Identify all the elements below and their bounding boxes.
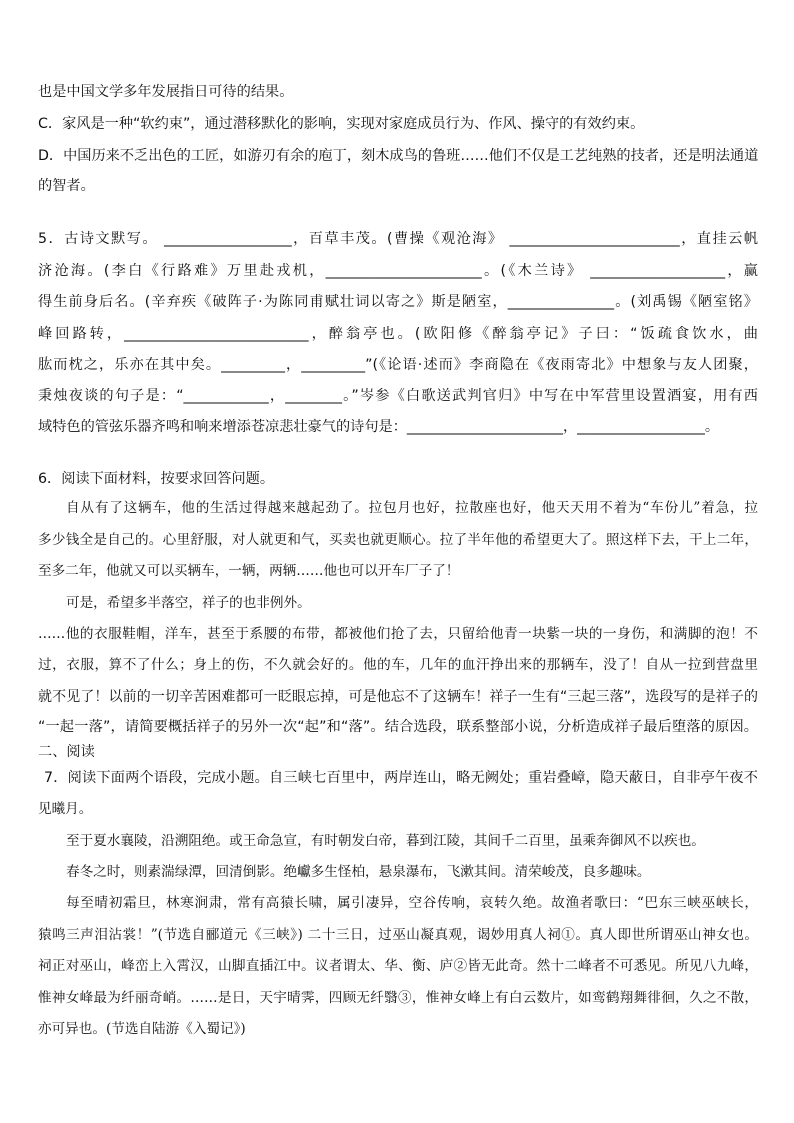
passage-line: 猿鸣三声泪沾裳！”(节选自郦道元《三峡》) 二十三日，过巫山凝真观，谒妙用真人祠①。真人即世所谓巫山神女也。 xyxy=(38,927,758,943)
option-c: C．家风是一种“软约束”，通过潜移默化的影响，实现对家庭成员行为、作风、操守的有效约束。 xyxy=(38,116,645,132)
passage-line: ……他的衣服鞋帽，洋车，甚至于系腰的布带，都被他们抢了去，只留给他青一块紫一块的一身伤，和满脚的泡！不 xyxy=(38,626,758,642)
paragraph-line: 的智者。 xyxy=(38,178,95,194)
question-5-line: 肱而枕之，乐亦在其中矣。_________，_________”(《论语·述而》李商隐在《夜雨寄北》中想象与友人团聚， xyxy=(38,357,758,373)
passage-line: 惟神女峰最为纤丽奇峭。……是日，天宇晴霁，四顾无纤翳③，惟神女峰上有白云数片，如鸾鹤翔舞徘徊，久之不散， xyxy=(38,990,758,1006)
passage-line: 亦可异也。(节选自陆游《入蜀记》) xyxy=(38,1021,246,1037)
passage-line: 春冬之时，则素湍绿潭，回清倒影。绝巘多生怪柏，悬泉瀑布，飞漱其间。清荣峻茂，良多趣味。 xyxy=(66,864,651,880)
passage-line: 祠正对巫山，峰峦上入霄汉，山脚直插江中。议者谓太、华、衡、庐②皆无此奇。然十二峰者不可悉见。所见八九峰， xyxy=(38,958,758,974)
passage-line: 就不见了！以前的一切辛苦困难都可一眨眼忘掉，可是他忘不了这辆车！祥子一生有“三起三落”，选段写的是祥子的 xyxy=(38,689,758,705)
passage-line: 至多二年，他就又可以买辆车，一辆，两辆……他也可以开车厂子了！ xyxy=(38,563,460,579)
question-5-line: 域特色的管弦乐器齐鸣和响来增添苍凉悲壮豪气的诗句是：______________________，__________________。 xyxy=(38,419,720,435)
question-7-title: 7．阅读下面两个语段，完成小题。自三峡七百里中，两岸连山，略无阙处；重岩叠嶂，隐天蔽日，自非亭午夜不 xyxy=(44,770,758,786)
passage-line: 见曦月。 xyxy=(38,801,93,817)
section-heading: 二、阅读 xyxy=(38,744,95,760)
passage-line: 可是，希望多半落空，祥子的也非例外。 xyxy=(66,595,311,611)
paragraph-line: 也是中国文学多年发展指日可待的结果。 xyxy=(38,84,294,100)
question-5-line: 秉烛夜谈的句子是：“____________，________。”岑参《白歌送武判官归》中写在中军营里设置酒宴，用有西 xyxy=(38,388,758,404)
passage-line: 每至晴初霜旦，林寒涧肃，常有高猿长啸，属引凄异，空谷传响，哀转久绝。故渔者歌曰：“巴东三峡巫峡长， xyxy=(66,895,758,911)
question-5-line: 得生前身后名。(辛弃疾《破阵子·为陈同甫赋壮词以寄之》斯是陋室，_______________。(刘禹锡《陋室铭》 xyxy=(38,294,758,310)
passage-line: 过，衣服，算不了什么；身上的伤，不久就会好的。他的车，几年的血汗挣出来的那辆车，没了！自从一拉到营盘里 xyxy=(38,657,758,673)
question-5-title: 5．古诗文默写。 __________________，百草丰茂。(曹操《观沧海》 ________________________，直挂云帆 xyxy=(38,231,758,247)
question-6-prompt: “一起一落”，请简要概括祥子的另外一次“起”和“落”。结合选段，联系整部小说，分析造成祥子最后堕落的原因。 xyxy=(38,719,758,735)
question-5-line: 济沧海。(李白《行路难》万里赴戎机，______________________。(《木兰诗》 ___________________，赢 xyxy=(38,263,758,279)
question-6-title: 6．阅读下面材料，按要求回答问题。 xyxy=(38,471,275,487)
question-5-line: 峰回路转，__________________________，醉翁亭也。(欧阳修《醉翁亭记》子曰：“饭疏食饮水，曲 xyxy=(38,326,758,342)
passage-line: 多少钱全是自己的。心里舒服，对人就更和气，买卖也就更顺心。拉了半年他的希望更大了。照这样下去，干上二年， xyxy=(38,532,758,548)
passage-line: 至于夏水襄陵，沿溯阻绝。或王命急宣，有时朝发白帝，暮到江陵，其间千二百里，虽乘奔御风不以疾也。 xyxy=(66,833,705,849)
option-d: D．中国历来不乏出色的工匠，如游刃有余的庖丁，刻木成鸟的鲁班……他们不仅是工艺纯熟的技者，还是明法通道 xyxy=(38,148,759,164)
passage-line: 自从有了这辆车，他的生活过得越来越起劲了。拉包月也好，拉散座也好，他天天用不着为“车份儿”着急，拉 xyxy=(66,500,758,516)
